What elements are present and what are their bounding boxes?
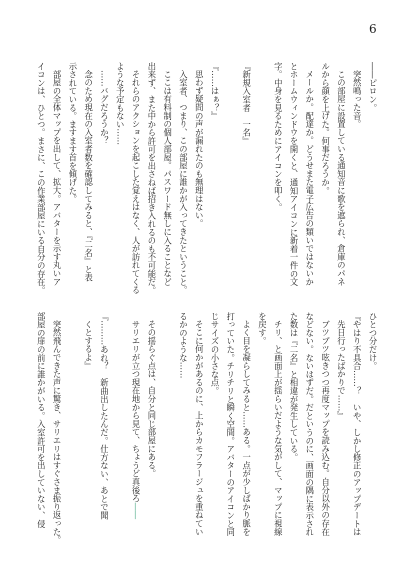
- text-line: 部屋の扉の前に誰かがいる。入室許可を出していない、侵: [36, 312, 47, 528]
- text-line: ……バグだろうか？: [99, 70, 110, 145]
- text-line: ルから顔を上げた。何事だろうか。: [320, 62, 331, 195]
- text-line: 先日行ったばかりで……』: [336, 320, 347, 420]
- text-line: 『……はぁ？』: [210, 62, 221, 121]
- lower-text-block: [32, 312, 380, 544]
- text-line: を戻す。: [257, 312, 268, 346]
- text-line: 突然鳴った音。: [352, 70, 363, 129]
- text-line: じサイズの小さな点。: [210, 312, 221, 395]
- text-line: とホームウィンドウを開くと、通知アイコンに新着一件の文: [289, 62, 300, 287]
- text-line: それらのアクションを起こした覚えはなく、人が訪れてくる: [131, 70, 142, 295]
- text-line: イコンは、ひとつ。まさに、この作業部屋にいる自分の存在。: [36, 62, 47, 295]
- text-line: よく目を凝らしてみると……ある。一点が少しばかり脈を: [241, 320, 252, 537]
- blank-line: [159, 312, 175, 544]
- text-line: そこに何かがあるのに、上からカモフラージュを重ねてい: [194, 320, 205, 537]
- text-line: 念のため現在の入室者数を確認してみると、『二名』と表: [83, 70, 94, 282]
- text-line: ような予定もない……: [115, 62, 126, 145]
- text-line: るかのような……: [178, 312, 189, 379]
- blank-line: [64, 312, 80, 544]
- blank-line: [111, 312, 127, 544]
- text-line: た数は『二名』と相違が発生している。: [289, 312, 300, 462]
- text-line: チリ、と画面上が揺らいだような気がして、マップに視線: [273, 320, 284, 537]
- em-dash-accent: ――: [131, 502, 142, 520]
- text-line: くとするよ』: [83, 320, 94, 371]
- page-number: 6: [369, 22, 377, 36]
- text-line: ――ピロン。: [368, 62, 378, 112]
- text-line: 打っていた。チリチリと瞬く空間。アバターのアイコンと同: [225, 312, 236, 537]
- text-line: ここは有料制の個人部屋。パスワード無しに入ることなど: [162, 70, 173, 287]
- text-line: [127, 312, 143, 544]
- text-line: 示されている。ますます首を傾げた。: [67, 62, 78, 204]
- text-line: 出来ず、また中から許可を出さねば招き入れるのも不可能だ。: [146, 62, 157, 295]
- blank-line: [222, 62, 238, 294]
- text-line: 思わず疑問の声が漏れたのも無理はない。: [194, 70, 205, 228]
- line-text: サリエリが立つ現在地から見て、ちょうど真後ろ: [131, 320, 142, 503]
- text-line: メールか。配達か。どうせまた電子広告の類いではないか: [304, 70, 315, 287]
- text-line: 『新規入室者 一名』: [241, 62, 252, 145]
- text-line: この部屋に設置している通知音に歌を遮られ、倉庫のパネ: [336, 70, 347, 287]
- text-line: 部屋の全体マップを出して、拡大。アバターを示す丸いア: [52, 70, 63, 287]
- text-line: 『………あれ？ 新曲出したんだ。仕方ない、あとで聞: [99, 312, 110, 520]
- blank-line: [254, 62, 270, 294]
- text-line: 突然飛んできた声に驚き、サリエリはすぐさま振り返った。: [52, 320, 63, 545]
- text-line: 字。中身を見るためにアイコンを叩く。: [273, 62, 284, 212]
- text-line: 入室者、つまり、この部屋に誰かが入ってきたということ。: [178, 70, 189, 295]
- text-line: ひとつ分だけ。: [368, 312, 378, 371]
- text-line: ブツブツ呟きつつ再度マップを読み込む。自分以外の存在: [320, 320, 331, 537]
- text-line: その揺らぐ点は、自分と同じ部屋にある。: [146, 320, 157, 478]
- text-line: 『やはり不具合……？ いや、しかし修正のアップデートは: [352, 312, 363, 537]
- upper-text-block: [32, 62, 380, 294]
- text-line: などない。ないはずだ。だというのに、画面の隅に表示され: [304, 312, 315, 537]
